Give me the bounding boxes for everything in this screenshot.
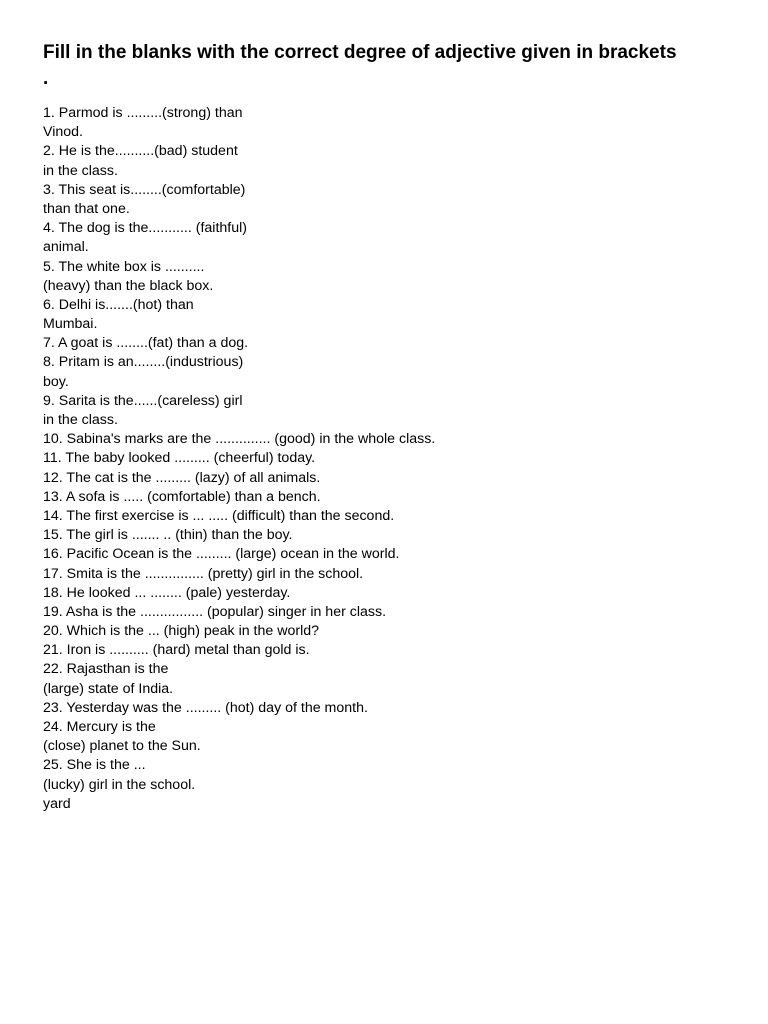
exercise-line: 13. A sofa is ..... (comfortable) than a bench. xyxy=(43,488,321,505)
exercise-line: yard xyxy=(43,795,71,812)
exercise-line: 21. Iron is .......... (hard) metal than gold is. xyxy=(43,642,310,659)
exercise-line: 20. Which is the ... (high) peak in the world? xyxy=(43,623,320,640)
exercise-line: than that one. xyxy=(43,200,130,217)
exercise-line: 9. Sarita is the......(careless) girl xyxy=(43,392,243,409)
exercise-line: boy. xyxy=(43,373,69,390)
exercise-line: 16. Pacific Ocean is the ......... (large) ocean in the world. xyxy=(43,546,400,563)
exercise-line: 7. A goat is ........(fat) than a dog. xyxy=(43,335,249,352)
exercise-line: 23. Yesterday was the ......... (hot) day of the month. xyxy=(43,699,368,716)
exercise-line: 19. Asha is the ................ (popular) singer in her class. xyxy=(43,603,387,620)
exercise-line: 14. The first exercise is ... ..... (difficult) than the second. xyxy=(43,507,395,524)
exercise-line: 12. The cat is the ......... (lazy) of all animals. xyxy=(43,469,321,486)
exercise-line: 24. Mercury is the xyxy=(43,719,156,735)
exercise-line: Vinod. xyxy=(43,124,83,141)
exercise-line: 8. Pritam is an........(industrious) xyxy=(43,354,244,371)
exercise-line: (lucky) girl in the school. xyxy=(43,776,196,793)
exercise-line: 11. The baby looked ......... (cheerful) today. xyxy=(43,450,316,467)
exercise-line: Mumbai. xyxy=(43,316,98,333)
exercise-line: 5. The white box is .......... xyxy=(43,258,205,275)
exercise-line: (heavy) than the black box. xyxy=(43,277,214,294)
exercise-line: 25. She is the ... xyxy=(43,757,146,774)
exercise-line: 22. Rajasthan is the xyxy=(43,661,169,678)
exercise-line: (close) planet to the Sun. xyxy=(43,738,201,755)
exercise-line: in the class. xyxy=(43,162,118,179)
exercise-line: (large) state of India. xyxy=(43,680,174,697)
exercise-line: 17. Smita is the ............... (pretty) girl in the school. xyxy=(43,565,364,582)
exercise-line: in the class. xyxy=(43,412,118,428)
exercise-list xyxy=(43,104,743,814)
exercise-line: 3. This seat is........(comfortable) xyxy=(43,181,246,198)
exercise-line: animal. xyxy=(43,239,89,256)
exercise-line: 2. He is the..........(bad) student xyxy=(43,143,238,160)
exercise-line: 15. The girl is ....... .. (thin) than the boy. xyxy=(43,527,293,544)
exercise-line: 1. Parmod is .........(strong) than xyxy=(43,105,243,121)
exercise-line: 4. The dog is the........... (faithful) xyxy=(43,220,247,237)
worksheet-title: Fill in the blanks with the correct degree of adjective given in brackets . xyxy=(43,42,677,89)
exercise-line: 18. He looked ... ........ (pale) yesterday. xyxy=(43,584,291,601)
exercise-line: 6. Delhi is.......(hot) than xyxy=(43,296,194,313)
exercise-line: 10. Sabina's marks are the .............. (good) in the whole class. xyxy=(43,431,436,448)
